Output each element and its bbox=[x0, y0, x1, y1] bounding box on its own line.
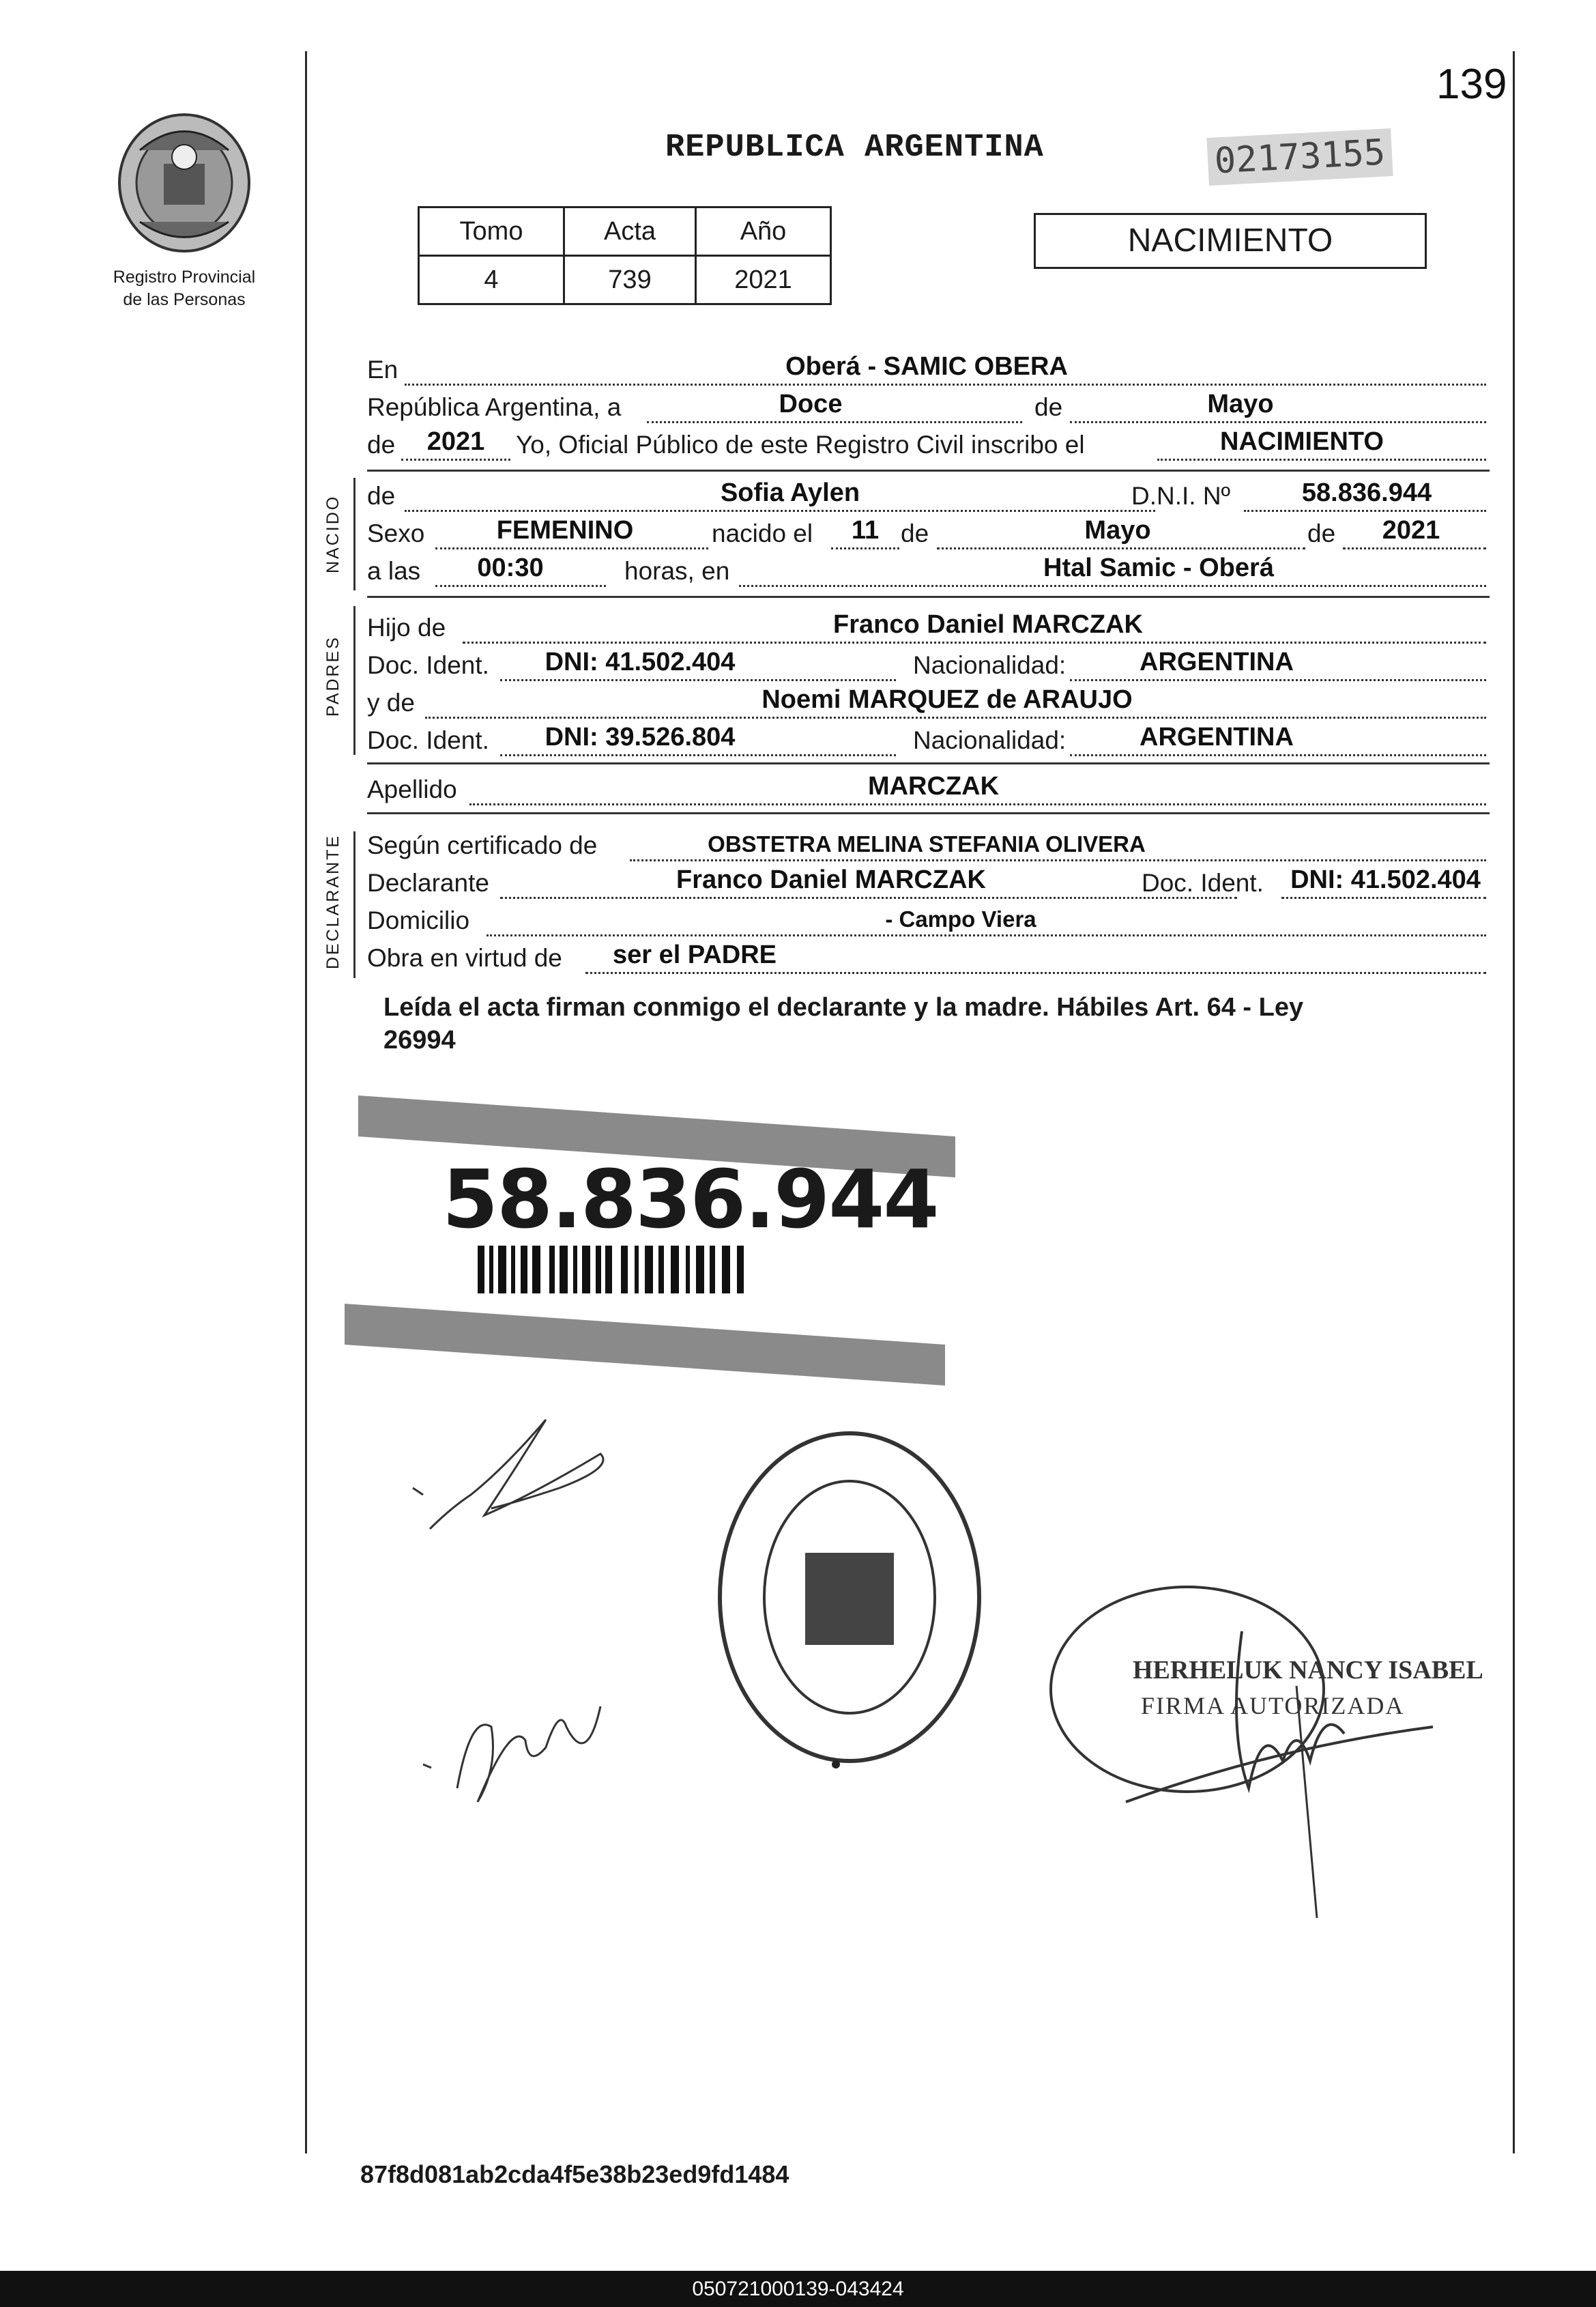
left-margin-rule bbox=[305, 51, 307, 2153]
dotted-fill bbox=[585, 972, 1486, 974]
dotted-fill bbox=[435, 547, 708, 549]
padres-sidebar-rule bbox=[353, 606, 356, 755]
authorized-signature-stamp bbox=[1037, 1584, 1447, 1925]
form-line-certificado bbox=[367, 827, 1488, 863]
province-seal-logo bbox=[113, 109, 256, 256]
value-obra: ser el PADRE bbox=[612, 941, 777, 969]
value-madre-nac: ARGENTINA bbox=[1140, 723, 1294, 751]
footer-barcode-text: 050721000139-043424 bbox=[0, 2271, 1596, 2307]
stamp-name: HERHELUK NANCY ISABEL bbox=[1133, 1656, 1483, 1685]
value-anio: 2021 bbox=[696, 256, 831, 304]
value-padre-dni: DNI: 41.502.404 bbox=[545, 648, 736, 676]
label-de-anio: de bbox=[367, 431, 396, 459]
dotted-fill bbox=[500, 897, 1237, 899]
nacido-sidebar-rule bbox=[353, 478, 356, 590]
header-anio: Año bbox=[696, 207, 831, 256]
value-nac-dia: 11 bbox=[851, 516, 880, 545]
page-title: REPUBLICA ARGENTINA bbox=[665, 130, 1044, 166]
label-apellido: Apellido bbox=[367, 775, 457, 803]
value-tomo: 4 bbox=[419, 256, 564, 304]
dotted-fill bbox=[1157, 459, 1486, 461]
section-label-nacido: NACIDO bbox=[323, 494, 343, 573]
form-line-madre bbox=[367, 685, 1488, 720]
label-nacionalidad-madre: Nacionalidad: bbox=[913, 726, 1067, 754]
form-line-nombre bbox=[367, 478, 1488, 513]
dotted-fill bbox=[487, 934, 1486, 936]
document-type-box: NACIMIENTO bbox=[1034, 213, 1427, 269]
value-lugar-nac: Htal Samic - Oberá bbox=[1043, 554, 1274, 582]
form-line-hora bbox=[367, 553, 1488, 588]
label-declarante: Declarante bbox=[367, 869, 489, 897]
value-nac-anio: 2021 bbox=[1382, 516, 1440, 545]
label-nacido: nacido el bbox=[712, 519, 813, 547]
form-line-madre-doc bbox=[367, 722, 1488, 758]
label-doc-ident-madre: Doc. Ident. bbox=[367, 726, 489, 754]
value-acta: 739 bbox=[564, 256, 696, 304]
dotted-fill bbox=[469, 803, 1486, 805]
barcode bbox=[478, 1246, 744, 1293]
value-tipo: NACIMIENTO bbox=[1220, 427, 1384, 456]
label-de-b1: de bbox=[901, 519, 929, 547]
label-doc-ident-padre: Doc. Ident. bbox=[367, 651, 489, 679]
value-lugar: Oberá - SAMIC OBERA bbox=[785, 352, 1068, 381]
value-anio: 2021 bbox=[426, 427, 485, 456]
dotted-fill bbox=[405, 510, 1155, 512]
record-table bbox=[418, 206, 832, 305]
dotted-fill bbox=[405, 384, 1486, 386]
record-header-row bbox=[419, 207, 831, 256]
dotted-fill bbox=[401, 459, 510, 461]
stamp-role: FIRMA AUTORIZADA bbox=[1141, 1692, 1405, 1719]
label-y-de: y de bbox=[367, 689, 415, 717]
value-domicilio: - Campo Viera bbox=[885, 906, 1036, 932]
dotted-fill bbox=[500, 679, 896, 681]
value-sexo: FEMENINO bbox=[496, 516, 634, 545]
header-tomo: Tomo bbox=[419, 207, 564, 256]
dotted-fill bbox=[1070, 421, 1486, 423]
dotted-fill bbox=[831, 547, 899, 549]
section-divider bbox=[367, 470, 1490, 472]
label-hijo: Hijo de bbox=[367, 614, 446, 642]
label-dni: D.N.I. Nº bbox=[1131, 482, 1231, 510]
dotted-fill bbox=[500, 754, 896, 756]
value-apellido: MARCZAK bbox=[867, 772, 1000, 801]
registry-name-line2: de las Personas bbox=[123, 290, 246, 309]
dotted-fill bbox=[1281, 897, 1486, 899]
value-nac-mes: Mayo bbox=[1084, 516, 1151, 545]
document-hash: 87f8d081ab2cda4f5e38b23ed9fd1484 bbox=[360, 2160, 789, 2188]
dotted-fill bbox=[435, 585, 606, 587]
value-mes: Mayo bbox=[1207, 390, 1274, 418]
dotted-fill bbox=[1070, 754, 1486, 756]
dni-sticker-number: 58.836.944 bbox=[442, 1152, 938, 1246]
label-a-las: a las bbox=[367, 557, 421, 585]
dotted-fill bbox=[739, 585, 1486, 587]
dotted-fill bbox=[937, 547, 1305, 549]
closing-text-line1: Leída el acta firman conmigo el declarante y la madre. Hábiles Art. 64 - Ley bbox=[383, 993, 1304, 1022]
dotted-fill bbox=[647, 421, 1022, 423]
value-madre-dni: DNI: 39.526.804 bbox=[545, 723, 736, 751]
registry-name-line1: Registro Provincial bbox=[113, 268, 256, 287]
declarant-signature bbox=[409, 1413, 635, 1549]
value-dni: 58.836.944 bbox=[1301, 478, 1432, 507]
form-line-inscribo bbox=[367, 427, 1488, 462]
section-label-padres: PADRES bbox=[323, 635, 343, 717]
label-doc-ident-declarante: Doc. Ident. bbox=[1142, 869, 1264, 897]
closing-text-line2: 26994 bbox=[383, 1026, 456, 1055]
value-declarante: Franco Daniel MARCZAK bbox=[676, 865, 986, 894]
dotted-fill bbox=[1244, 510, 1486, 512]
dotted-fill bbox=[425, 717, 1486, 719]
official-round-seal bbox=[706, 1420, 993, 1775]
form-line-domicilio bbox=[367, 902, 1488, 938]
value-padre-nac: ARGENTINA bbox=[1140, 648, 1294, 676]
value-madre: Noemi MARQUEZ de ARAUJO bbox=[761, 685, 1133, 714]
label-segun: Según certificado de bbox=[367, 831, 598, 859]
form-line-en bbox=[367, 352, 1488, 387]
label-horas: horas, en bbox=[624, 557, 730, 585]
dotted-fill bbox=[1343, 547, 1486, 549]
value-nombre: Sofia Aylen bbox=[720, 478, 860, 507]
declarante-sidebar-rule bbox=[353, 831, 356, 978]
dotted-fill bbox=[1070, 679, 1486, 681]
mother-signature bbox=[409, 1665, 614, 1816]
value-certificado: OBSTETRA MELINA STEFANIA OLIVERA bbox=[708, 831, 1146, 857]
page-number: 139 bbox=[1436, 61, 1507, 108]
label-sexo: Sexo bbox=[367, 519, 425, 547]
value-padre: Franco Daniel MARCZAK bbox=[833, 610, 1143, 639]
form-line-apellido bbox=[367, 771, 1488, 807]
section-divider bbox=[367, 812, 1490, 814]
form-line-padre-doc bbox=[367, 647, 1488, 683]
dotted-fill bbox=[630, 859, 1486, 861]
value-declarante-doc: DNI: 41.502.404 bbox=[1290, 865, 1481, 894]
value-hora: 00:30 bbox=[477, 554, 544, 582]
label-de-mes: de bbox=[1034, 393, 1063, 421]
right-margin-rule bbox=[1513, 51, 1515, 2153]
form-line-obra bbox=[367, 940, 1488, 975]
label-de-nombre: de bbox=[367, 482, 396, 510]
form-line-padre bbox=[367, 610, 1488, 645]
label-obra: Obra en virtud de bbox=[367, 944, 562, 972]
form-line-declarante bbox=[367, 865, 1488, 900]
label-inscribo: Yo, Oficial Público de este Registro Civil inscribo el bbox=[516, 431, 1085, 459]
label-republica: República Argentina, a bbox=[367, 393, 622, 421]
value-dia: Doce bbox=[779, 390, 843, 418]
dotted-fill bbox=[463, 642, 1486, 644]
form-line-fecha bbox=[367, 389, 1488, 425]
record-value-row bbox=[419, 256, 831, 304]
form-line-sexo bbox=[367, 515, 1488, 551]
section-divider bbox=[367, 762, 1490, 764]
header-acta: Acta bbox=[564, 207, 696, 256]
label-de-b2: de bbox=[1307, 519, 1336, 547]
label-en: En bbox=[367, 356, 398, 384]
serial-number-stamp: 02173155 bbox=[1206, 128, 1393, 186]
section-label-declarante: DECLARANTE bbox=[323, 833, 343, 969]
label-nacionalidad-padre: Nacionalidad: bbox=[913, 651, 1067, 679]
label-domicilio: Domicilio bbox=[367, 906, 470, 934]
section-divider bbox=[367, 596, 1490, 598]
